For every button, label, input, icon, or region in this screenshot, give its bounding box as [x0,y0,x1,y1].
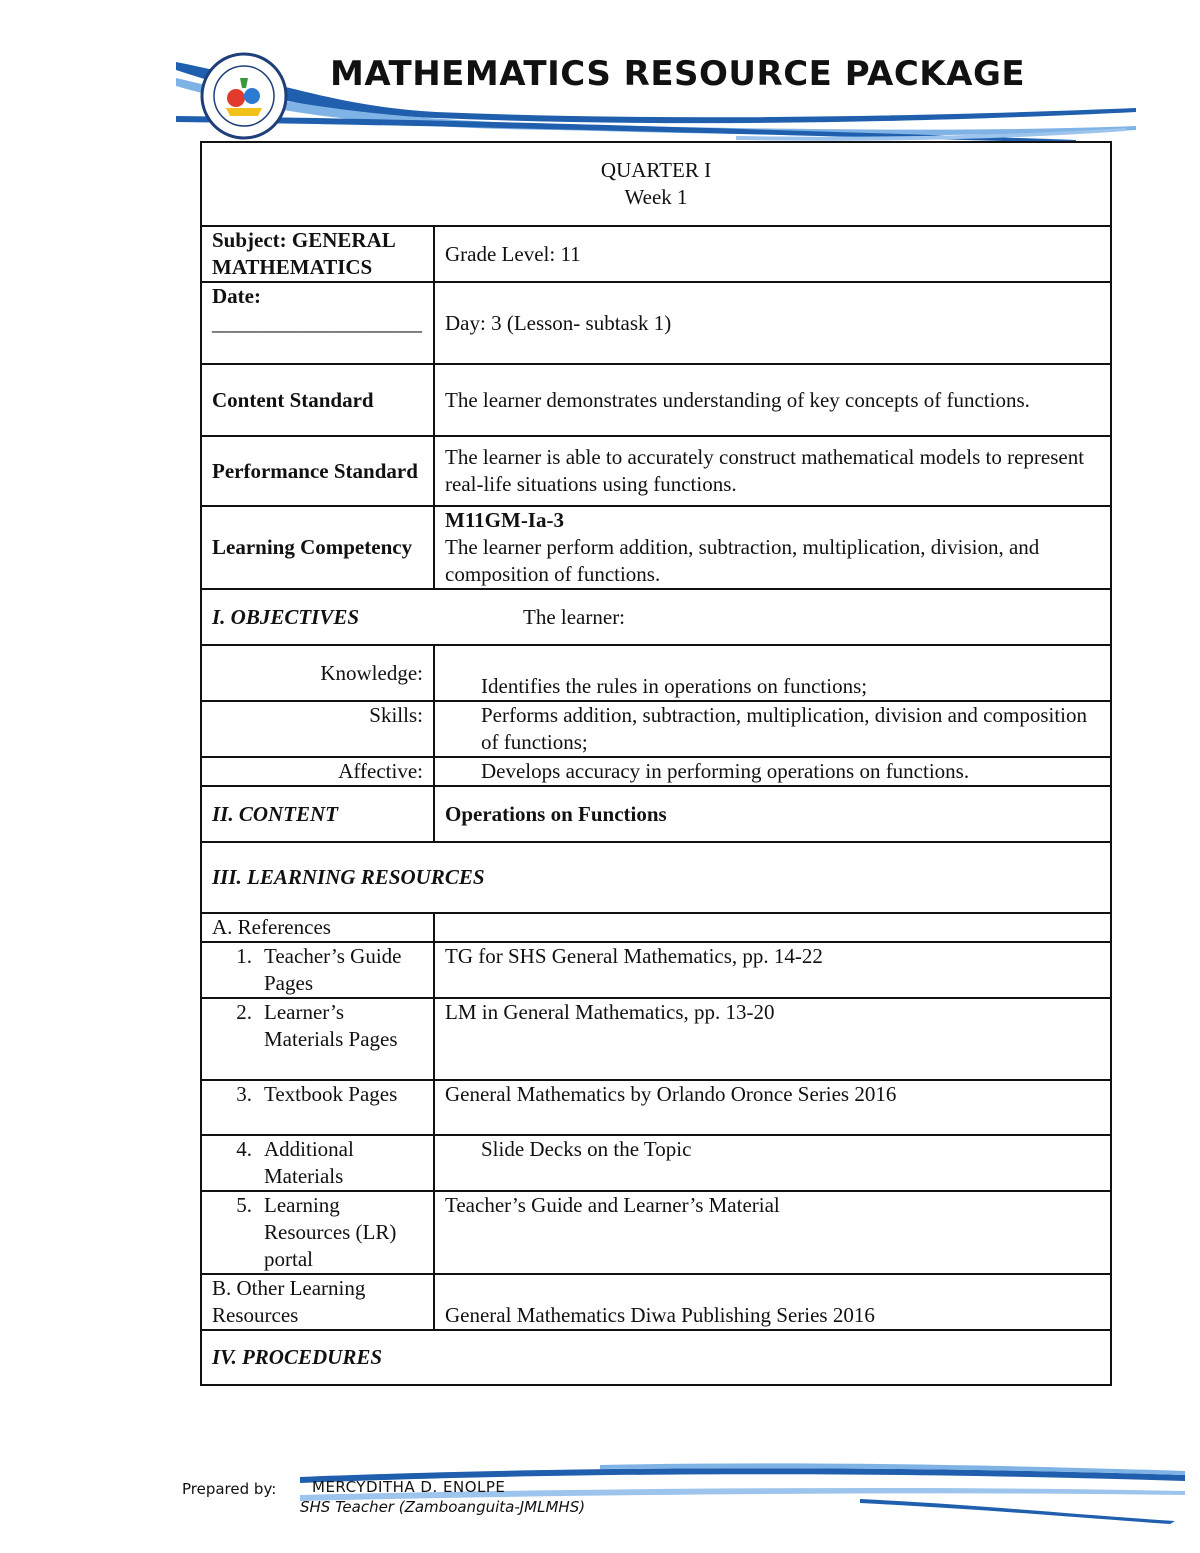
page-title: MATHEMATICS RESOURCE PACKAGE [330,54,1026,94]
week-label: Week 1 [624,185,688,209]
prepared-by-label: Prepared by: [182,1480,277,1498]
performance-standard-value: The learner is able to accurately construct mathematical models to represent real-life situations using functions. [434,436,1111,506]
competency-text: The learner perform addition, subtraction, multiplication, division, and composition of functions. [445,535,1040,586]
skills-label: Skills: [201,701,434,757]
reference-3-value: General Mathematics by Orlando Oronce Series 2016 [434,1080,1111,1135]
references-empty [434,913,1111,942]
learning-competency-label: Learning Competency [201,506,434,589]
reference-4-value: Slide Decks on the Topic [434,1135,1111,1191]
quarter-cell [201,142,1111,226]
procedures-heading: IV. PROCEDURES [201,1330,1111,1385]
knowledge-label: Knowledge: [201,645,434,701]
content-label: II. CONTENT [201,786,434,842]
author-name: MERCYDITHA D. ENOLPE [312,1478,506,1496]
date-label: Date: [212,284,261,308]
date-blank: ____________________ [212,311,422,335]
knowledge-value: Identifies the rules in operations on functions; [434,645,1111,701]
subject-label: Subject: GENERAL MATHEMATICS [201,226,434,282]
quarter-label: QUARTER I [600,158,712,182]
day-value: Day: 3 (Lesson- subtask 1) [434,282,1111,364]
reference-2-value: LM in General Mathematics, pp. 13-20 [434,998,1111,1080]
other-resources-value: General Mathematics Diwa Publishing Series 2016 [434,1274,1111,1330]
reference-1-value: TG for SHS General Mathematics, pp. 14-22 [434,942,1111,998]
learning-resources-heading: III. LEARNING RESOURCES [201,842,1111,913]
learning-competency-cell [434,506,1111,589]
affective-value: Develops accuracy in performing operations on functions. [434,757,1111,786]
objectives-intro: The learner: [523,604,626,629]
performance-standard-label: Performance Standard [201,436,434,506]
reference-1-label: 1. Teacher’s Guide Pages [201,942,434,998]
content-standard-value: The learner demonstrates understanding of key concepts of functions. [434,364,1111,436]
other-resources-label: B. Other Learning Resources [201,1274,434,1330]
reference-2-label: 2. Learner’s Materials Pages [201,998,434,1080]
references-label: A. References [201,913,434,942]
reference-3-label: 3. Textbook Pages [201,1080,434,1135]
skills-value: Performs addition, subtraction, multiplication, division and composition of functions; [434,701,1111,757]
content-standard-label: Content Standard [201,364,434,436]
affective-label: Affective: [201,757,434,786]
deped-seal-logo [200,52,288,140]
objectives-label: I. OBJECTIVES [212,604,360,629]
date-cell [201,282,434,364]
reference-5-label: 5. Learning Resources (LR) portal [201,1191,434,1274]
competency-code: M11GM-Ia-3 [445,508,564,532]
grade-level: Grade Level: 11 [434,226,1111,282]
content-value: Operations on Functions [434,786,1111,842]
reference-4-label: 4. Additional Materials [201,1135,434,1191]
objectives-row [201,589,1111,645]
author-role: SHS Teacher (Zamboanguita-JMLMHS) [300,1498,586,1516]
reference-5-value: Teacher’s Guide and Learner’s Material [434,1191,1111,1274]
lesson-plan-table [200,141,1112,1386]
